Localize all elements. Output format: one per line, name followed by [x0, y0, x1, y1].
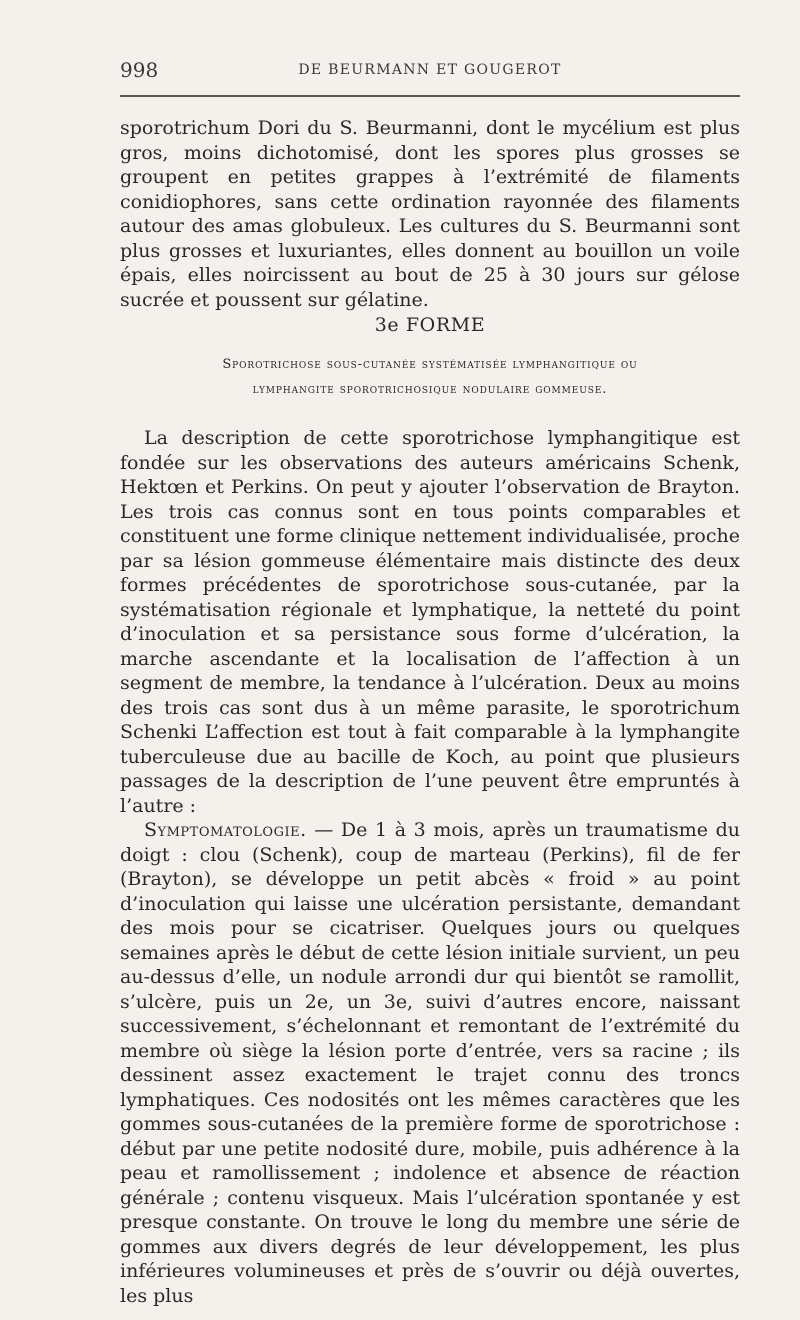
page-header — [120, 58, 740, 88]
section-subtitle — [120, 352, 740, 402]
body-text-main — [120, 426, 740, 1308]
paragraph-text: — De 1 à 3 mois, après un traumatisme du doigt : clou (Schenk), coup de marteau (Perkins), fil de fer (Brayton), se développe un petit abcès « froid » au point d’inoculation qui laisse une ulcération persistante, demandant des mois pour se cicatriser. Quelques jours ou quelques semaines après le début de cette lésion initiale survient, un peu au-dessus d’elle, un nodule arrondi dur qui bientôt se ramollit, s’ulcère, puis un 2e, un 3e, suivi d’autres encore, naissant successivement, s’échelonnant et remontant de l’extrémité du membre où siège la lésion porte d’entrée, vers sa racine ; ils dessinent assez exactement le trajet connu des troncs lymphatiques. Ces nodosités ont les mêmes caractères que les gommes sous-cutanées de la première forme de sporotrichose : début par une petite nodosité dure, mobile, puis adhérence à la peau et ramollissement ; indolence et absence de réaction générale ; contenu visqueux. Mais l’ulcération spontanée y est presque constante. On trouve le long du membre une série de gommes aux divers degrés de leur développement, les plus inférieures volumineuses et près de s’ouvrir ou déjà ouvertes, les plus — [120, 819, 740, 1307]
header-rule — [120, 95, 740, 97]
page-number: 998 — [120, 58, 159, 82]
subtitle-line: Sporotrichose sous-cutanée systématisée lymphangitique ou — [222, 357, 638, 372]
section-heading: 3e FORME — [374, 314, 486, 336]
running-head: DE BEURMANN ET GOUGEROT — [298, 62, 562, 78]
paragraph: sporotrichum Dori du S. Beurmanni, dont le mycélium est plus gros, moins dichotomisé, dont les spores plus grosses se groupent en petites grappes à l’extrémité de filaments conidiophores, sans cette ordination rayonnée des filaments autour des amas globuleux. Les cultures du S. Beurmanni sont plus grosses et luxuriantes, elles donnent au bouillon un voile épais, elles noircissent au bout de 25 à 30 jours sur gélose sucrée et poussent sur gélatine. — [120, 117, 740, 311]
paragraph-symptomatologie — [120, 818, 740, 1308]
subtitle-line: lymphangite sporotrichosique nodulaire gommeuse. — [252, 382, 608, 397]
paragraph: La description de cette sporotrichose lymphangitique est fondée sur les observations des auteurs américains Schenk, Hektœn et Perkins. On peut y ajouter l’observation de Brayton. Les trois cas connus sont en tous points comparables et constituent une forme clinique nettement individualisée, proche par sa lésion gommeuse élémentaire mais distincte des deux formes précédentes de sporotrichose sous-cutanée, par la systématisation régionale et lymphatique, la netteté du point d’inoculation et sa persistance sous forme d’ulcération, la marche ascendante et la localisation de l’affection à un segment de membre, la tendance à l’ulcération. Deux au moins des trois cas sont dus à un même parasite, le sporotrichum Schenki L’affection est tout à fait comparable à la lymphangite tuberculeuse due au bacille de Koch, au point que plusieurs passages de la description de l’une peuvent être empruntés à l’autre : — [120, 427, 740, 817]
run-in-heading: Symptomatologie. — [144, 819, 307, 841]
body-text-top — [120, 116, 740, 312]
